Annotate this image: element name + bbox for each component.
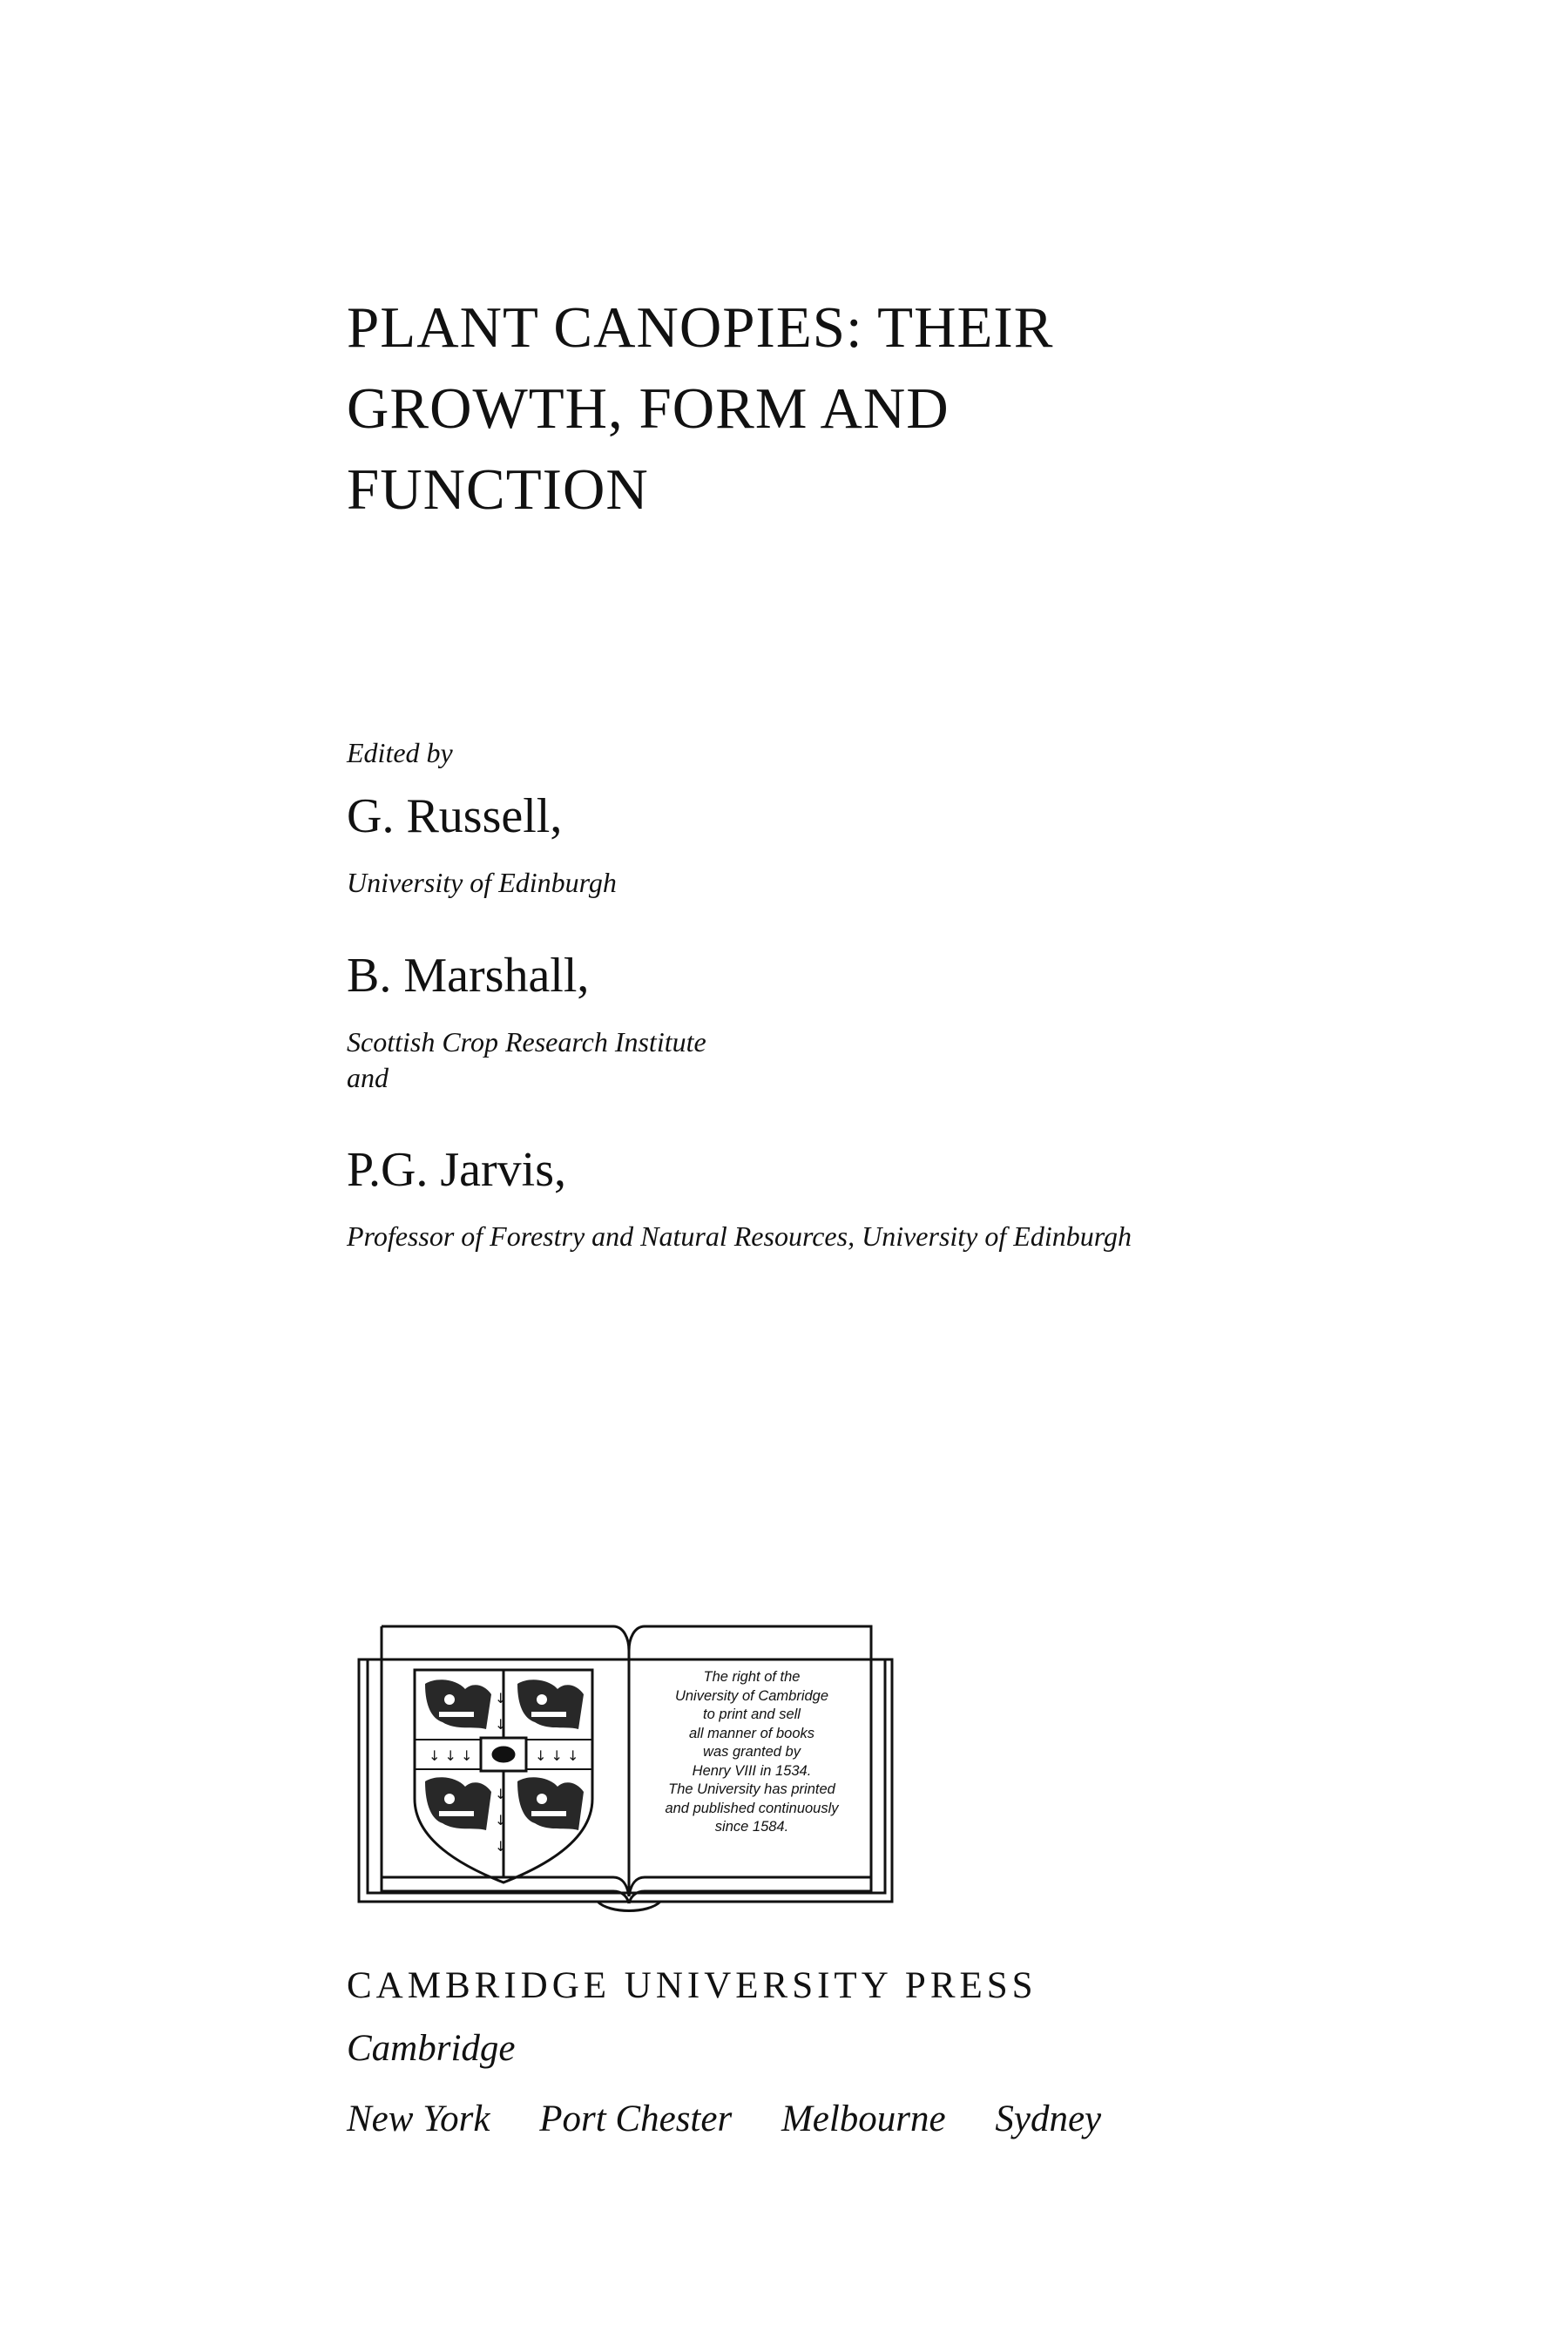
printing-right-line: was granted by [703, 1744, 801, 1760]
printing-right-line: Henry VIII in 1534. [692, 1762, 812, 1779]
svg-text:↓ ↓ ↓: ↓ ↓ ↓ [535, 1747, 579, 1764]
editor-name: B. Marshall, [347, 949, 590, 1003]
publisher-name: CAMBRIDGE UNIVERSITY PRESS [347, 1965, 1037, 2006]
book-title [347, 287, 1305, 531]
printing-right-line: The right of the [703, 1669, 801, 1685]
svg-text:↓: ↓ [495, 1716, 507, 1733]
book-title-line: PLANT CANOPIES: THEIR [347, 295, 1054, 360]
book-title-line: FUNCTION [347, 457, 649, 522]
svg-text:↓: ↓ [495, 1690, 507, 1707]
printing-right-line: The University has printed [668, 1781, 835, 1797]
svg-text:↓: ↓ [495, 1838, 507, 1855]
cambridge-open-book-crest-icon [352, 1616, 901, 1923]
publisher-city-item: Melbourne [781, 2099, 946, 2139]
publisher-city-item: Port Chester [539, 2099, 733, 2139]
printing-right-line: University of Cambridge [674, 1687, 829, 1704]
publisher-other-cities [347, 2098, 1141, 2140]
printing-right-line: since 1584. [714, 1819, 789, 1835]
editor-affiliation-conjunction: and [347, 1062, 389, 1093]
book-title-line: GROWTH, FORM AND [347, 376, 950, 441]
svg-text:↓: ↓ [495, 1812, 507, 1828]
publisher-city-item: Sydney [995, 2099, 1102, 2139]
publisher-city: Cambridge [347, 2028, 516, 2069]
editor-affiliation: University of Edinburgh [347, 867, 617, 898]
svg-text:↓ ↓ ↓: ↓ ↓ ↓ [429, 1747, 473, 1764]
printing-right-line: all manner of books [689, 1725, 814, 1741]
editor-name: G. Russell, [347, 789, 563, 843]
printing-right-text [638, 1668, 866, 1837]
editor-affiliation: Scottish Crop Research Institute [347, 1026, 706, 1058]
publisher-city-item: New York [347, 2099, 490, 2139]
svg-text:↓: ↓ [495, 1786, 507, 1802]
editor-affiliation: Professor of Forestry and Natural Resources, University of Edinburgh [347, 1220, 1132, 1252]
editor-name: P.G. Jarvis, [347, 1143, 567, 1197]
printing-right-line: and published continuously [665, 1800, 839, 1816]
edited-by-label: Edited by [347, 737, 453, 768]
printing-right-line: to print and sell [703, 1707, 801, 1722]
